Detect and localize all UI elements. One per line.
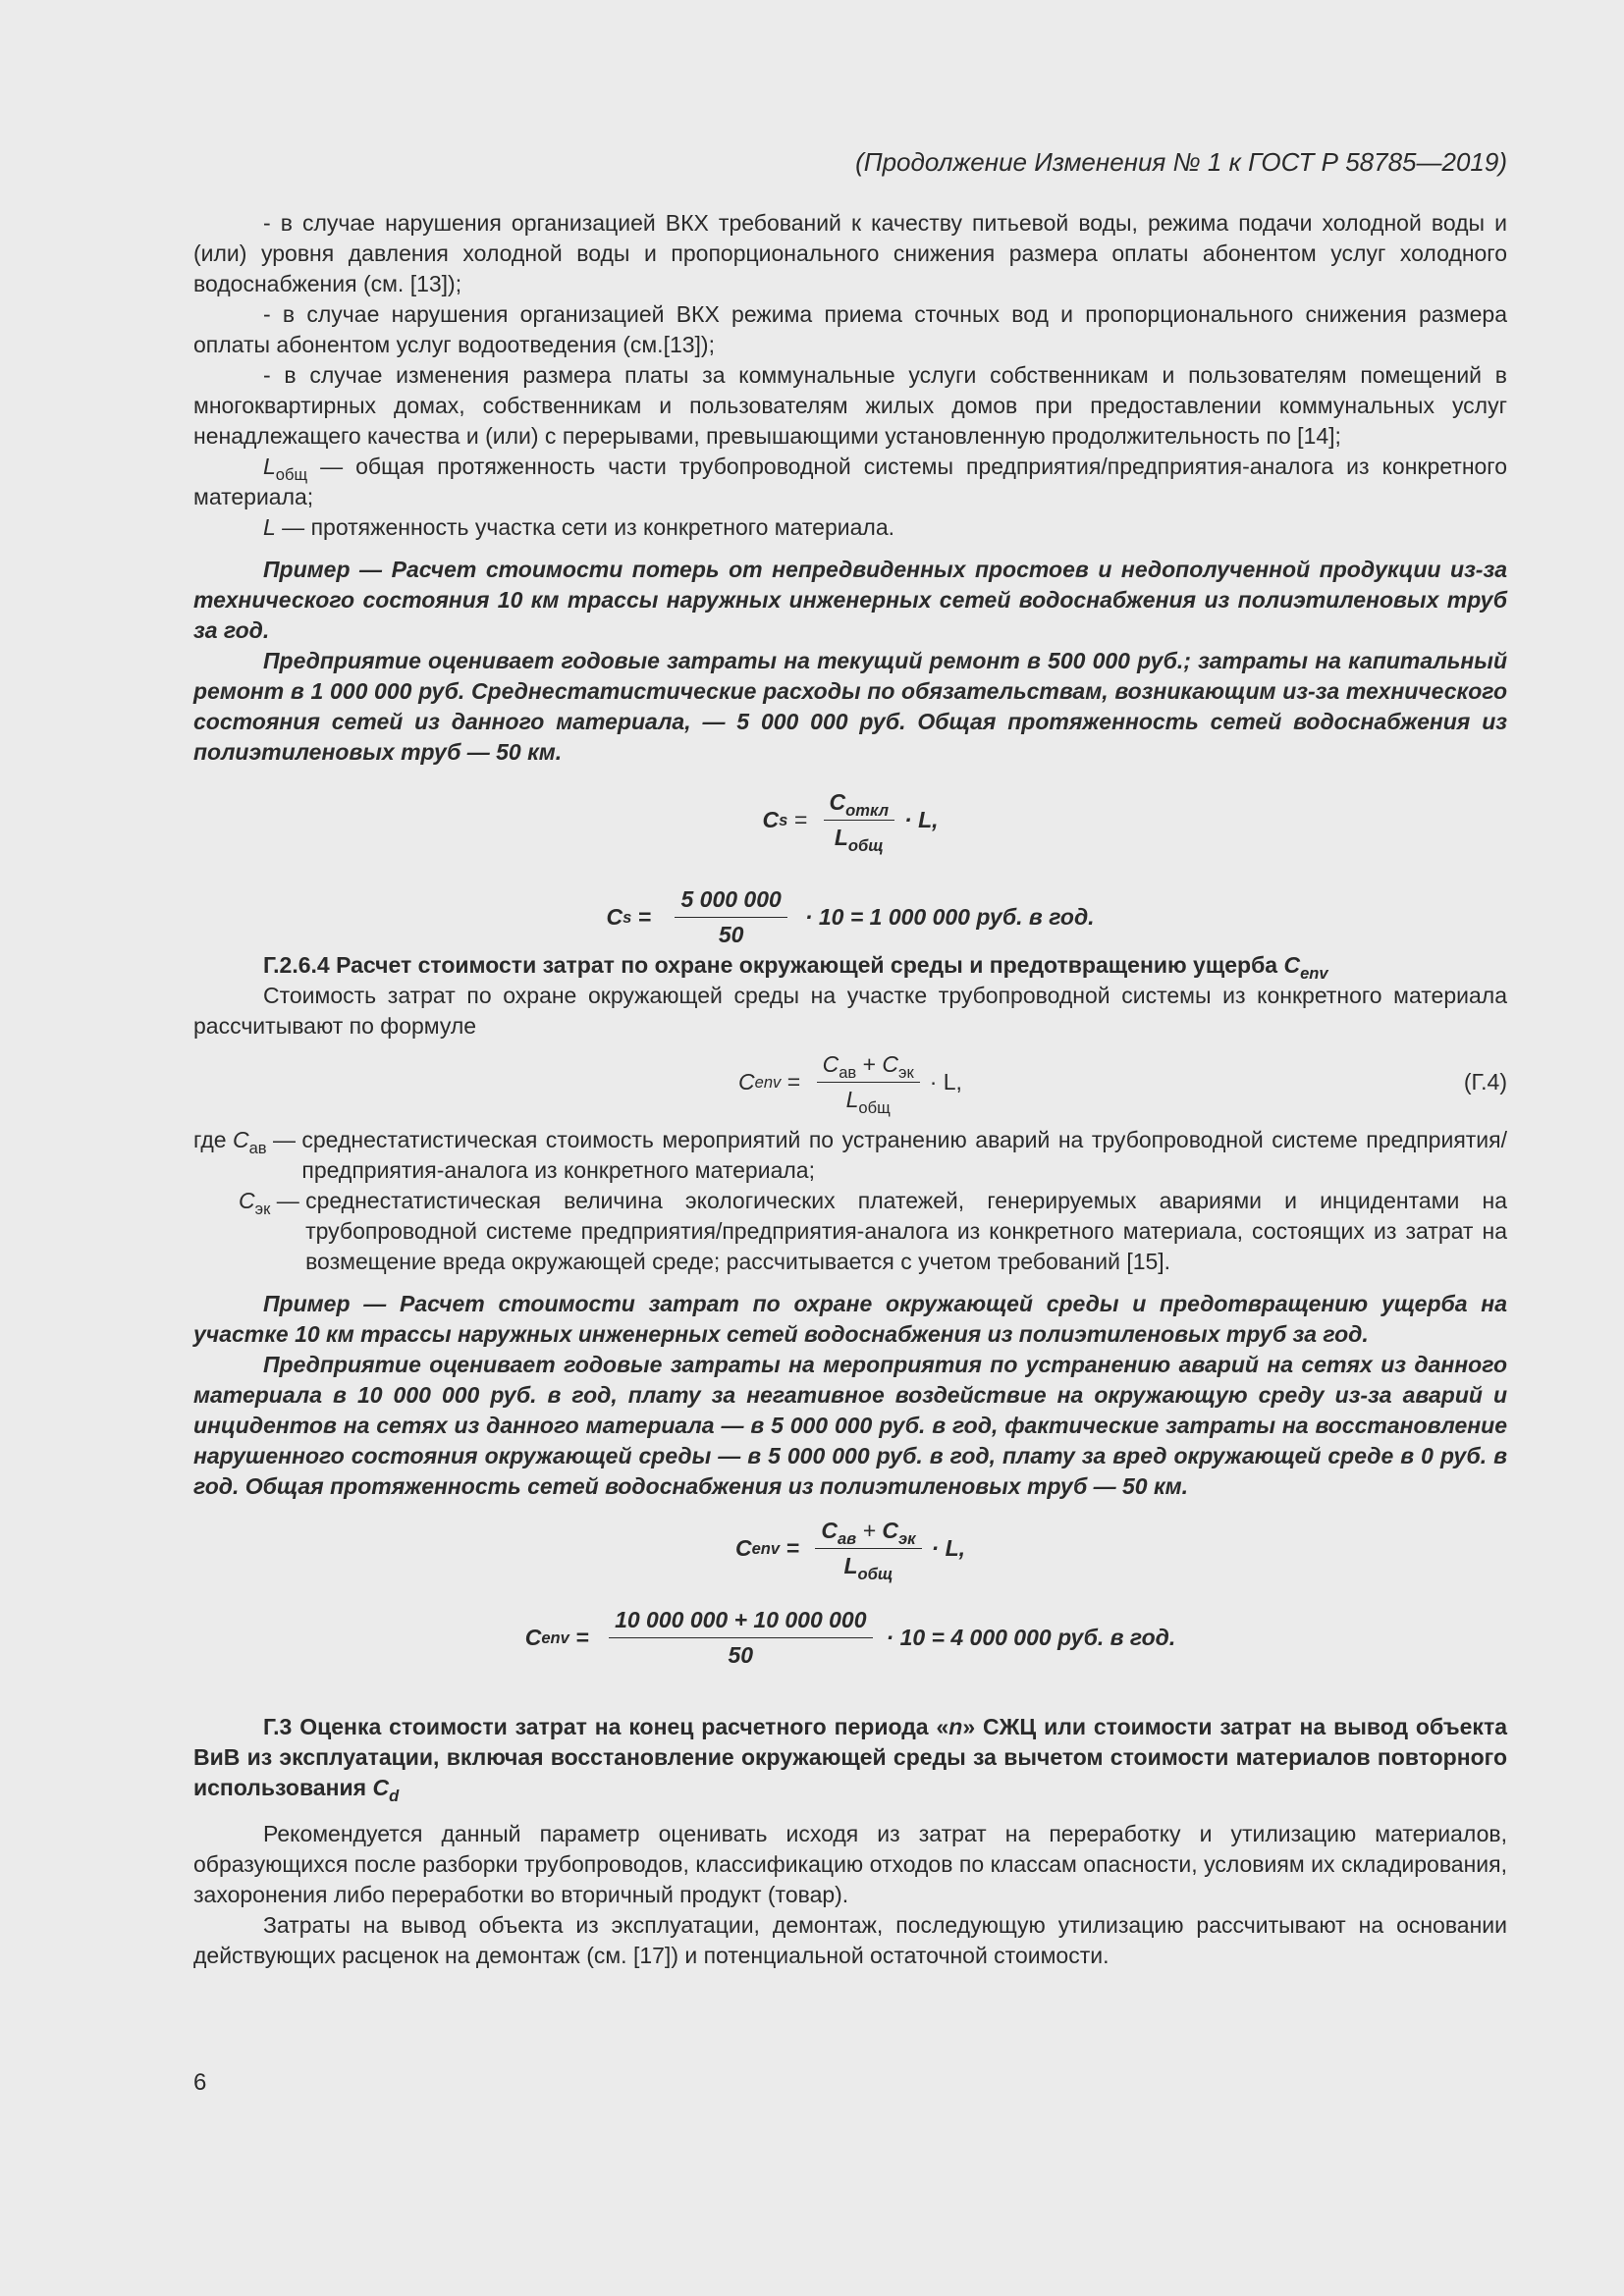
def-lobsh: $L_{общ}$ — общая протяженность части трубопроводной системы предприятия/предприятия-аналога из конкретного материала; xyxy=(193,454,1507,509)
page-header: (Продолжение Изменения № 1 к ГОСТ Р 58785—2019) xyxy=(855,147,1507,177)
formula-number: (Г.4) xyxy=(1463,1069,1507,1095)
section-g264-title: Г.2.6.4 Расчет стоимости затрат по охране окружающей среды и предотвращению ущерба $C_{env}$ xyxy=(263,952,1328,983)
section-g264-text: Стоимость затрат по охране окружающей среды на участке трубопроводной системы из конкретного материала рассчитывают по формуле xyxy=(193,983,1507,1039)
bullet-3: - в случае изменения размера платы за коммунальные услуги собственникам и пользователям помещений в многоквартирных домах, собственникам и пользователям жилых домов при предоставлении коммунальных услуг ненадлежащего качества и (или) с перерывами, превышающими установленную продолжительность по [14]; xyxy=(193,362,1507,449)
section-g3-title: Г.3 Оценка стоимости затрат на конец расчетного периода «n» СЖЦ или стоимости затрат на вывод объекта ВиВ из эксплуатации, включая восстановление окружающей среды за вычетом стоимости материалов повторного использования $C_d$ xyxy=(193,1714,1508,1805)
def-l: L — протяженность участка сети из конкретного материала. xyxy=(263,514,895,540)
where-item-cek: $C_{эк}$ — среднестатистическая величина экологических платежей, генерируемых авариями и инцидентами на трубопроводной системе предприятия/предприятия-аналога из конкретного материала, состоящих из затрат на возмещение вреда окружающей среде; рассчитывается с учетом требований [15]. xyxy=(239,1188,1507,1274)
example1-formula-calc: C s = $\frac{5 000 000}{50}$ · 10 = 1 000 000 руб. в год. xyxy=(606,886,1095,947)
formula-g4: C env = $\frac{C_{ав} + C_{эк}}{L_{общ}}$ · L, (Г.4) xyxy=(738,1051,1507,1117)
example2-formula-calc: C env = $\frac{10 000 000 + 10 000 000}{50}$ · 10 = 4 000 000 руб. в год. xyxy=(524,1607,1176,1668)
page-number: 6 xyxy=(193,2069,207,2096)
bullet-1: - в случае нарушения организацией ВКХ требований к качеству питьевой воды, режима подачи холодной воды и (или) уровня давления холодной воды и пропорционального снижения размера оплаты абонентом услуг холодного водоснабжения (см. [13]); xyxy=(193,210,1507,296)
document-body xyxy=(193,208,1507,1971)
example1-formula-general: C s = $\frac{C_{откл}}{L_{общ}}$ · L, xyxy=(762,789,939,855)
example2-title: Пример — Расчет стоимости затрат по охране окружающей среды и предотвращению ущерба на участке 10 км трассы наружных инженерных сетей водоснабжения из полиэтиленовых труб за год. xyxy=(193,1291,1507,1347)
example1-body: Предприятие оценивает годовые затраты на текущий ремонт в 500 000 руб.; затраты на капитальный ремонт в 1 000 000 руб. Среднестатистические расходы по обязательствам, возникающим из-за технического состояния сетей из данного материала, — 5 000 000 руб. Общая протяженность сетей водоснабжения из полиэтиленовых труб — 50 км. xyxy=(193,648,1507,765)
example1-title: Пример — Расчет стоимости потерь от непредвиденных простоев и недополученной продукции из-за технического состояния 10 км трассы наружных инженерных сетей водоснабжения из полиэтиленовых труб за год. xyxy=(193,557,1507,643)
example2-body: Предприятие оценивает годовые затраты на мероприятия по устранению аварий на сетях из данного материала в 10 000 000 руб. в год, плату за негативное воздействие на окружающую среду из-за аварий и инцидентов на сетях из данного материала — в 5 000 000 руб. в год, фактические затраты на восстановление нарушенного состояния окружающей среды — в 5 000 000 руб. в год, плату за вред окружающей среде в 0 руб. в год. Общая протяженность сетей водоснабжения из полиэтиленовых труб — 50 км. xyxy=(193,1352,1507,1499)
example2-formula-general: C env = $\frac{C_{ав} + C_{эк}}{L_{общ}}$ · L, xyxy=(734,1518,966,1583)
section-g3-p2: Затраты на вывод объекта из эксплуатации, демонтаж, последующую утилизацию рассчитывают на основании действующих расценок на демонтаж (см. [17]) и потенциальной остаточной стоимости. xyxy=(193,1912,1507,1968)
bullet-2: - в случае нарушения организацией ВКХ режима приема сточных вод и пропорционального снижения размера оплаты абонентом услуг водоотведения (см.[13]); xyxy=(193,301,1507,357)
section-g3-p1: Рекомендуется данный параметр оценивать исходя из затрат на переработку и утилизацию материалов, образующихся после разборки трубопроводов, классификацию отходов по классам опасности, условиям их складирования, захоронения либо переработки во вторичный продукт (товар). xyxy=(193,1821,1507,1907)
where-item-cav: где $C_{ав}$ — среднестатистическая стоимость мероприятий по устранению аварий на трубопроводной системе предприятия/предприятия-аналога из конкретного материала; xyxy=(193,1127,1507,1183)
